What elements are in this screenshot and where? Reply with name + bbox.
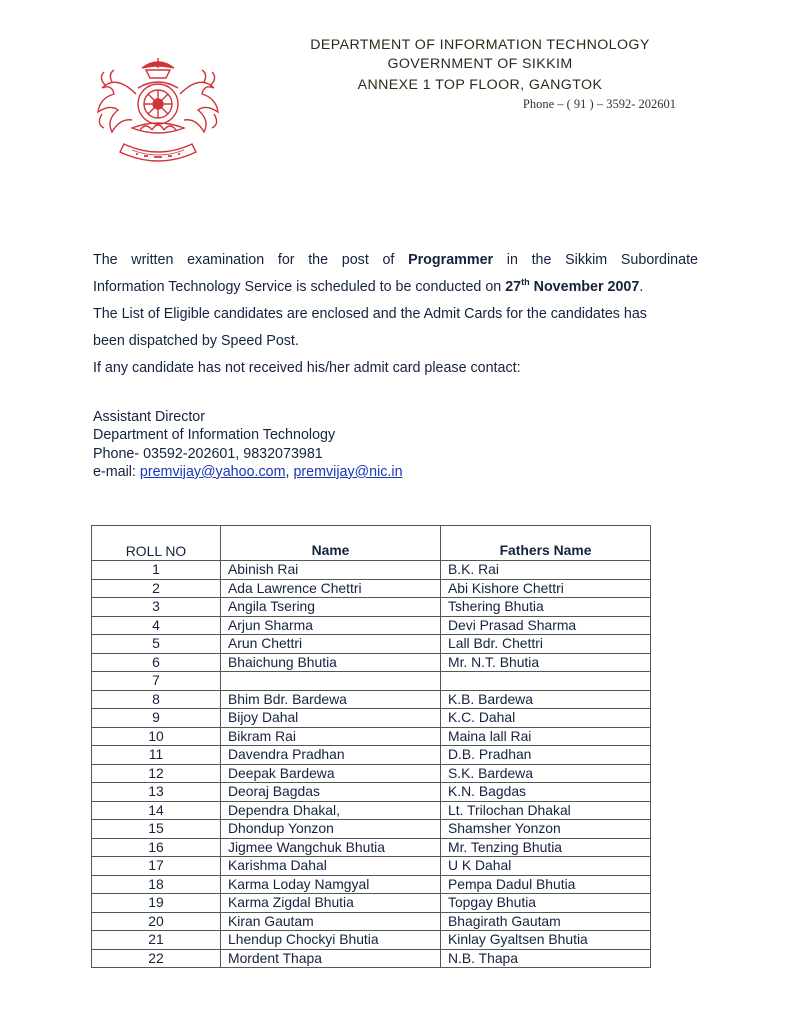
cell-roll-no: 3 xyxy=(92,598,221,617)
table-row xyxy=(92,598,651,617)
cell-fathers-name: K.N. Bagdas xyxy=(441,783,651,802)
department-title: DEPARTMENT OF INFORMATION TECHNOLOGY xyxy=(310,37,650,53)
table-row xyxy=(92,894,651,913)
cell-name: Kiran Gautam xyxy=(221,912,441,931)
cell-fathers-name: Pempa Dadul Bhutia xyxy=(441,875,651,894)
cell-roll-no: 13 xyxy=(92,783,221,802)
table-row xyxy=(92,783,651,802)
table-row xyxy=(92,635,651,654)
cell-roll-no: 1 xyxy=(92,561,221,580)
cell-roll-no: 5 xyxy=(92,635,221,654)
table-row xyxy=(92,857,651,876)
contact-email-line: e-mail: premvijay@yahoo.com, premvijay@nic.in xyxy=(93,463,403,480)
cell-roll-no: 11 xyxy=(92,746,221,765)
cell-fathers-name: Lall Bdr. Chettri xyxy=(441,635,651,654)
cell-roll-no: 17 xyxy=(92,857,221,876)
cell-fathers-name: N.B. Thapa xyxy=(441,949,651,968)
cell-fathers-name: Tshering Bhutia xyxy=(441,598,651,617)
cell-name: Karishma Dahal xyxy=(221,857,441,876)
government-title: GOVERNMENT OF SIKKIM xyxy=(387,56,573,72)
cell-fathers-name: D.B. Pradhan xyxy=(441,746,651,765)
cell-fathers-name: K.C. Dahal xyxy=(441,709,651,728)
contact-phone: Phone- 03592-202601, 9832073981 xyxy=(93,445,323,462)
cell-name: Abinish Rai xyxy=(221,561,441,580)
header-phone: Phone – ( 91 ) – 3592- 202601 xyxy=(522,97,676,111)
cell-roll-no: 7 xyxy=(92,672,221,691)
email-link-yahoo[interactable]: premvijay@yahoo.com xyxy=(139,463,286,480)
notice-line-5: If any candidate has not received his/her admit card please contact: xyxy=(93,360,521,376)
cell-name: Dependra Dhakal, xyxy=(221,801,441,820)
contact-block xyxy=(93,408,403,481)
cell-fathers-name: Shamsher Yonzon xyxy=(441,820,651,839)
table-row xyxy=(92,838,651,857)
cell-fathers-name: K.B. Bardewa xyxy=(441,690,651,709)
table-row xyxy=(92,912,651,931)
cell-roll-no: 4 xyxy=(92,616,221,635)
cell-roll-no: 9 xyxy=(92,709,221,728)
cell-name: Mordent Thapa xyxy=(221,949,441,968)
cell-fathers-name: Abi Kishore Chettri xyxy=(441,579,651,598)
cell-roll-no: 16 xyxy=(92,838,221,857)
table-row xyxy=(92,746,651,765)
cell-name: Bhaichung Bhutia xyxy=(221,653,441,672)
header-fathers-name: Fathers Name xyxy=(441,526,651,561)
cell-name: Lhendup Chockyi Bhutia xyxy=(221,931,441,950)
notice-line-4: been dispatched by Speed Post. xyxy=(93,333,299,349)
cell-roll-no: 8 xyxy=(92,690,221,709)
table-row xyxy=(92,875,651,894)
cell-name: Arun Chettri xyxy=(221,635,441,654)
cell-fathers-name: Kinlay Gyaltsen Bhutia xyxy=(441,931,651,950)
table-row xyxy=(92,949,651,968)
cell-fathers-name: Topgay Bhutia xyxy=(441,894,651,913)
cell-roll-no: 18 xyxy=(92,875,221,894)
cell-name: Karma Zigdal Bhutia xyxy=(221,894,441,913)
cell-fathers-name: B.K. Rai xyxy=(441,561,651,580)
notice-line-3: The List of Eligible candidates are enclosed and the Admit Cards for the candidates has xyxy=(93,306,647,322)
cell-roll-no: 2 xyxy=(92,579,221,598)
table-row xyxy=(92,616,651,635)
notice-line-2: Information Technology Service is scheduled to be conducted on 27th November 2007. xyxy=(93,277,644,295)
cell-fathers-name: U K Dahal xyxy=(441,857,651,876)
notice-line-1: The written examination for the post of Programmer in the Sikkim Subordinate xyxy=(93,252,698,268)
cell-fathers-name: Lt. Trilochan Dhakal xyxy=(441,801,651,820)
cell-name: Arjun Sharma xyxy=(221,616,441,635)
table-row xyxy=(92,653,651,672)
contact-title: Assistant Director xyxy=(93,409,206,425)
cell-roll-no: 12 xyxy=(92,764,221,783)
table-row xyxy=(92,801,651,820)
cell-roll-no: 14 xyxy=(92,801,221,820)
table-row xyxy=(92,764,651,783)
cell-roll-no: 6 xyxy=(92,653,221,672)
cell-name: Davendra Pradhan xyxy=(221,746,441,765)
table-row xyxy=(92,690,651,709)
table-row xyxy=(92,727,651,746)
cell-name: Deepak Bardewa xyxy=(221,764,441,783)
email-link-nic[interactable]: premvijay@nic.in xyxy=(293,463,403,480)
table-row xyxy=(92,931,651,950)
cell-fathers-name: Devi Prasad Sharma xyxy=(441,616,651,635)
cell-name: Bijoy Dahal xyxy=(221,709,441,728)
contact-dept: Department of Information Technology xyxy=(93,427,336,444)
cell-roll-no: 15 xyxy=(92,820,221,839)
table-row xyxy=(92,672,651,691)
cell-name: Bikram Rai xyxy=(221,727,441,746)
table-row xyxy=(92,579,651,598)
cell-name: Bhim Bdr. Bardewa xyxy=(221,690,441,709)
cell-fathers-name: Maina lall Rai xyxy=(441,727,651,746)
cell-roll-no: 20 xyxy=(92,912,221,931)
cell-name xyxy=(221,672,441,691)
cell-name: Ada Lawrence Chettri xyxy=(221,579,441,598)
table-header-row xyxy=(92,526,651,561)
cell-name: Angila Tsering xyxy=(221,598,441,617)
table-row xyxy=(92,820,651,839)
address-line: ANNEXE 1 TOP FLOOR, GANGTOK xyxy=(357,77,603,93)
cell-name: Deoraj Bagdas xyxy=(221,783,441,802)
table-row xyxy=(92,561,651,580)
cell-roll-no: 21 xyxy=(92,931,221,950)
cell-fathers-name: S.K. Bardewa xyxy=(441,764,651,783)
cell-fathers-name: Bhagirath Gautam xyxy=(441,912,651,931)
cell-fathers-name: Mr. N.T. Bhutia xyxy=(441,653,651,672)
cell-name: Dhondup Yonzon xyxy=(221,820,441,839)
sikkim-emblem-icon xyxy=(92,54,224,176)
cell-fathers-name xyxy=(441,672,651,691)
table-row xyxy=(92,709,651,728)
header-name: Name xyxy=(221,526,441,561)
cell-roll-no: 19 xyxy=(92,894,221,913)
cell-roll-no: 22 xyxy=(92,949,221,968)
cell-fathers-name: Mr. Tenzing Bhutia xyxy=(441,838,651,857)
cell-name: Jigmee Wangchuk Bhutia xyxy=(221,838,441,857)
cell-roll-no: 10 xyxy=(92,727,221,746)
notice-body xyxy=(93,247,698,382)
candidate-table xyxy=(91,525,651,968)
header-roll-no: ROLL NO xyxy=(92,526,221,561)
cell-name: Karma Loday Namgyal xyxy=(221,875,441,894)
